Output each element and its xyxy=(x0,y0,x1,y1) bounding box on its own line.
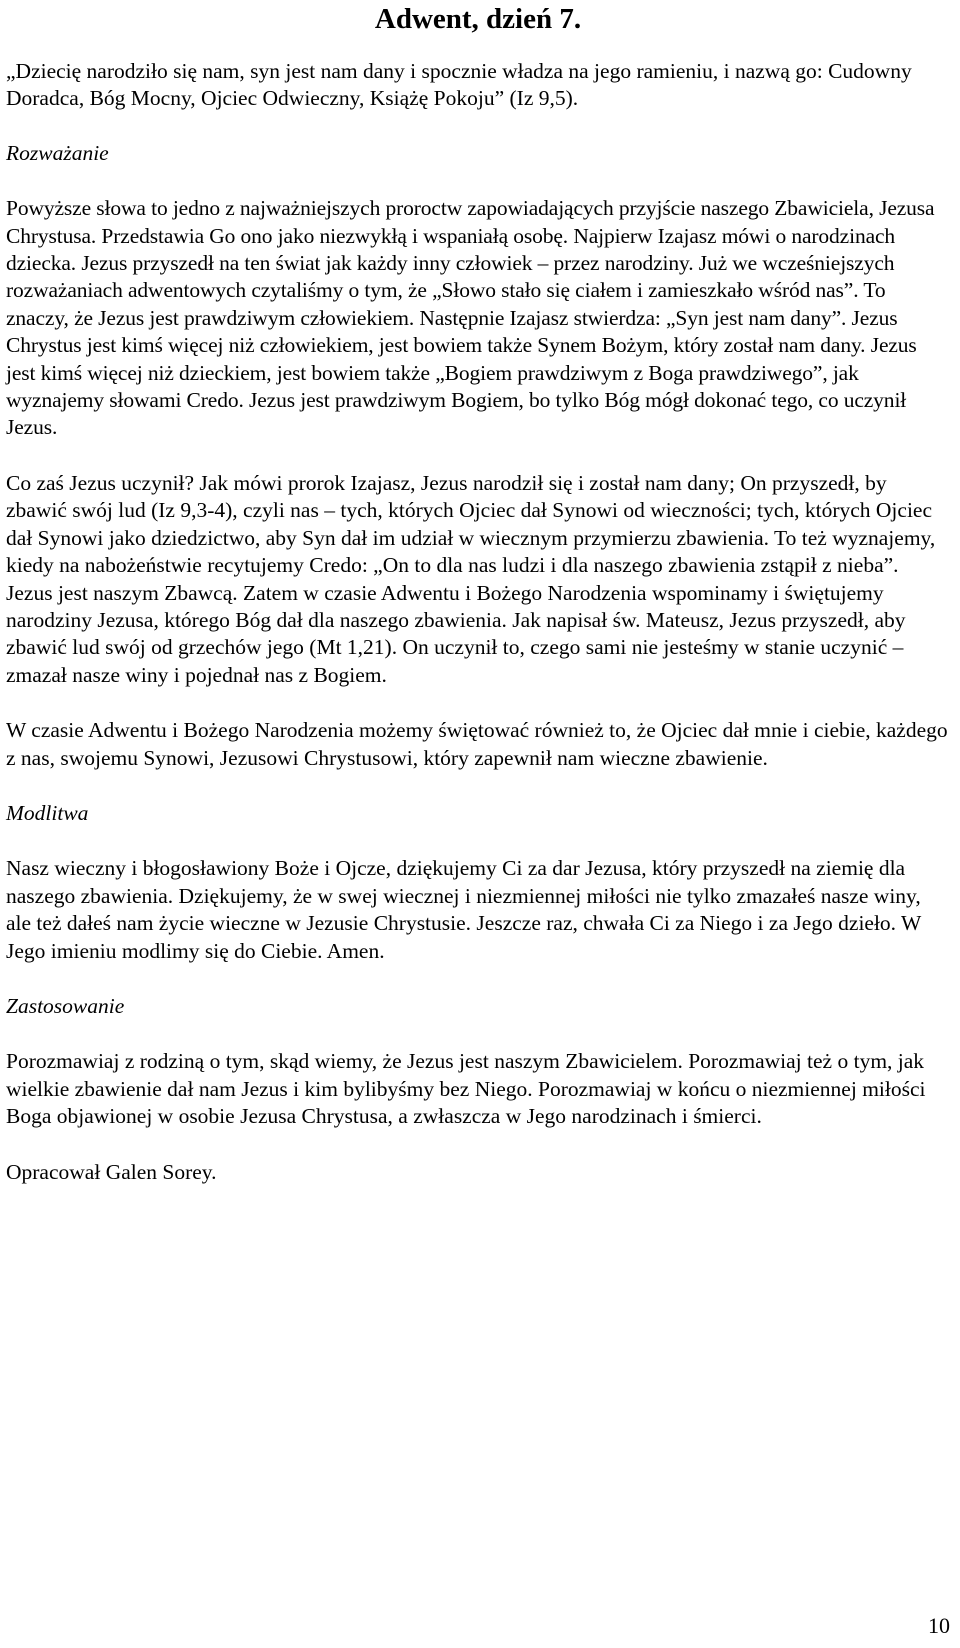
reflection-paragraph-3: W czasie Adwentu i Bożego Narodzenia możemy świętować również to, że Ojciec dał mnie i ciebie, każdego z nas, swojemu Synowi, Jezusowi Chrystusowi, który zapewnił nam wieczne zbawienie. xyxy=(6,718,948,770)
reflection-paragraph-1: Powyższe słowa to jedno z najważniejszych proroctw zapowiadających przyjście naszego Zbawiciela, Jezusa Chrystusa. Przedstawia Go ono jako niezwykłą i wspaniałą osobę. Najpierw Izajasz mówi o narodzinach dziecka. Jezus przyszedł na ten świat jak każdy inny człowiek – przez narodziny. Już we wcześniejszych rozważaniach adwentowych czytaliśmy o tym, że „Słowo stało się ciałem i zamieszkało wśród nas”. To znaczy, że Jezus jest prawdziwym człowiekiem. Następnie Izajasz stwierdza: „Syn jest nam dany”. Jezus Chrystus jest kimś więcej niż człowiekiem, jest bowiem także Synem Bożym, który został nam dany. Jezus jest kimś więcej niż dzieckiem, jest bowiem także „Bogiem prawdziwym z Boga prawdziwego”, jak wyznajemy słowami Credo. Jezus jest prawdziwym Bogiem, bo tylko Bóg mógł dokonać tego, co uczynił Jezus. xyxy=(6,196,935,440)
author-credit: Opracował Galen Sorey. xyxy=(6,1159,217,1184)
section-heading-reflection: Rozważanie xyxy=(6,140,109,165)
prayer-paragraph: Nasz wieczny i błogosławiony Boże i Ojcze, dziękujemy Ci za dar Jezusa, który przyszedł na ziemię dla naszego zbawienia. Dziękujemy, że w swej wiecznej i niezmiennej miłości nie tylko zmazałeś nasze winy, ale też dałeś nam życie wieczne w Jezusie Chrystusie. Jeszcze raz, chwała Ci za Niego i za Jego dzieło. W Jego imieniu modlimy się do Ciebie. Amen. xyxy=(6,856,921,963)
document-page xyxy=(6,0,950,1186)
scripture-quote: „Dziecię narodziło się nam, syn jest nam dany i spocznie władza na jego ramieniu, i nazwą go: Cudowny Doradca, Bóg Mocny, Ojciec Odwieczny, Książę Pokoju” (Iz 9,5). xyxy=(6,59,912,111)
section-heading-application: Zastosowanie xyxy=(6,993,125,1018)
application-paragraph: Porozmawiaj z rodziną o tym, skąd wiemy, że Jezus jest naszym Zbawicielem. Porozmawiaj też o tym, jak wielkie zbawienie dał nam Jezus i kim bylibyśmy bez Niego. Porozmawiaj w końcu o niezmiennej miłości Boga objawionej w osobie Jezusa Chrystusa, a zwłaszcza w Jego narodzinach i śmierci. xyxy=(6,1049,926,1129)
section-heading-prayer: Modlitwa xyxy=(6,800,89,825)
reflection-paragraph-2: Co zaś Jezus uczynił? Jak mówi prorok Izajasz, Jezus narodził się i został nam dany; On przyszedł, by zbawić swój lud (Iz 9,3-4), czyli nas – tych, których Ojciec dał Synowi od wieczności; tych, których Ojciec dał Synowi jako dziedzictwo, aby Syn dał im udział w wiecznym przymierzu zbawienia. To też wyznajemy, kiedy na nabożeństwie recytujemy Credo: „On to dla nas ludzi i dla naszego zbawienia zstąpił z nieba”. Jezus jest naszym Zbawcą. Zatem w czasie Adwentu i Bożego Narodzenia wspominamy i świętujemy narodziny Jezusa, którego Bóg dał dla naszego zbawienia. Jak napisał św. Mateusz, Jezus przyszedł, aby zbawić lud swój od grzechów jego (Mt 1,21). On uczynił to, czego sami nie jesteśmy w stanie uczynić – zmazał nasze winy i pojednał nas z Bogiem. xyxy=(6,470,936,687)
page-number: 10 xyxy=(928,1613,950,1638)
page-title: Adwent, dzień 7. xyxy=(374,3,582,35)
